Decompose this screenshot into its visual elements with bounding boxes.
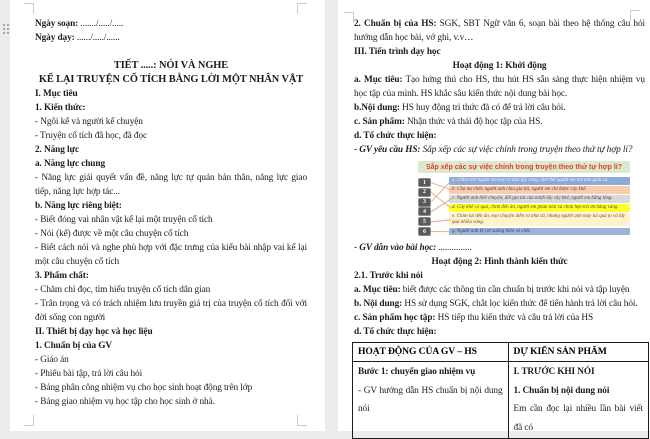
doc-text-line: - GV yêu cầu HS: Sắp xếp các sự việc chính trong truyện theo thứ tự hợp lí? xyxy=(354,143,645,157)
doc-text-line: c. Sản phẩm học tập: HS tiếp thu kiến thức và câu trả lời của HS xyxy=(354,311,645,325)
doc-text-line xyxy=(35,45,307,59)
doc-text-line: I. TRƯỚC KHI NÓI xyxy=(514,363,643,382)
story-event-strip: b. Cha mẹ chết, người anh chia gia tài, người em chỉ được cây khế. xyxy=(449,186,630,194)
doc-text-line: d. Tổ chức thực hiện: xyxy=(354,129,645,143)
story-event-strip: a. Chim chở người em bay ra đảo lấy vàng, nhờ thế người em trở nên giàu có. xyxy=(449,177,630,185)
doc-text-line: 3. Phẩm chất: xyxy=(35,269,307,283)
doc-text-line: - Ngôi kể và người kể chuyện xyxy=(35,115,307,129)
table-header-gv-hs: HOẠT ĐỘNG CỦA GV – HS xyxy=(353,343,509,362)
doc-text-line: - Trân trọng và có trách nhiệm lưu truyền giá trị của truyện cổ tích đối với đời sống con người xyxy=(35,297,307,325)
exercise-question-banner: Sắp xếp các sự việc chính trong truyện theo thứ tự hợp lí? xyxy=(418,161,630,173)
doc-text-line: a. Mục tiêu: biết được các thông tin cần chuẩn bị trước khi nói và tập luyện xyxy=(354,283,645,297)
doc-text-line: - Bảng giao nhiệm vụ học tập cho học sinh ở nhà. xyxy=(35,395,307,409)
sequence-number-box: 5 xyxy=(418,217,431,226)
right-page-top-block xyxy=(354,17,645,157)
margin-crop-mark xyxy=(24,3,34,14)
sequence-number-box: 3 xyxy=(418,198,431,207)
doc-text-line: 1. Kiến thức: xyxy=(35,101,307,115)
margin-crop-mark xyxy=(297,3,307,14)
doc-text-line: I. Mục tiêu xyxy=(35,87,307,101)
margin-crop-mark xyxy=(24,415,34,426)
lesson-activity-table xyxy=(352,342,649,439)
doc-text-line: 2. Chuẩn bị của HS: SGK, SBT Ngữ văn 6, soạn bài theo hệ thống câu hỏi hướng dẫn học bài, vở ghi, v.v… xyxy=(354,17,645,45)
matching-exercise-body xyxy=(418,177,630,237)
doc-text-line: 2.1. Trước khi nói xyxy=(354,269,645,283)
margin-crop-mark xyxy=(344,12,354,23)
sort-exercise-image xyxy=(418,161,630,237)
doc-text-line: 1. Chuẩn bị của GV xyxy=(35,339,307,353)
doc-text-line: III. Tiến trình dạy học xyxy=(354,45,645,59)
table-cell-activity xyxy=(353,362,509,439)
doc-text-line: Hoạt động 2: Hình thành kiến thức xyxy=(354,255,645,269)
doc-text-line: - Chăm chỉ đọc, tìm hiểu truyện cổ tích dân gian xyxy=(35,283,307,297)
connector-gap xyxy=(432,177,449,237)
doc-text-line: - GV hướng dẫn HS chuẩn bị nội dung nói xyxy=(358,382,503,419)
sequence-number-box: 6 xyxy=(418,227,431,236)
doc-text-line: Ngày dạy: ....../...../...... xyxy=(35,31,307,45)
doc-text-line: b. Năng lực riêng biệt: xyxy=(35,199,307,213)
doc-text-line: KỂ LẠI TRUYỆN CỔ TÍCH BẰNG LỜI MỘT NHÂN VẬT xyxy=(35,73,307,87)
doc-text-line: II. Thiết bị dạy học và học liệu xyxy=(35,325,307,339)
event-strip-column xyxy=(449,177,630,237)
table-header-row xyxy=(353,343,649,362)
story-event-strip: g. Người anh bị rơi xuống biển và chết. xyxy=(449,228,630,236)
doc-text-line: b. Nội dung: HS sử dụng SGK, chắt lọc kiến thức để tiến hành trả lời câu hỏi. xyxy=(354,297,645,311)
story-event-strip: d. Cây khế có quả, chim đến ăn, người em phàn nàn và chim hẹn trả ơn bằng vàng. xyxy=(449,204,630,212)
page-right xyxy=(338,0,650,431)
margin-crop-mark xyxy=(297,415,307,426)
doc-text-line: TIẾT .....: NÓI VÀ NGHE xyxy=(35,59,307,73)
doc-text-line: - Truyện cổ tích đã học, đã đọc xyxy=(35,129,307,143)
sequence-number-box: 1 xyxy=(418,178,431,187)
page-left xyxy=(10,0,325,431)
sequence-number-box: 4 xyxy=(418,207,431,216)
right-page-text xyxy=(354,17,645,439)
doc-text-line: c. Sản phẩm: Nhận thức và thái độ học tập của HS. xyxy=(354,115,645,129)
story-event-strip: c. Người anh biết chuyện, đổi gia tài của mình lấy cây khế, người em bằng lòng. xyxy=(449,195,630,203)
left-page-text xyxy=(35,17,307,409)
doc-text-line: a. Mục tiêu: Tạo hứng thú cho HS, thu hút HS sẵn sàng thực hiện nhiệm vụ học tập của mình. HS khắc sâu kiến thức nội dung bài học. xyxy=(354,73,645,101)
doc-text-line: - Biết đóng vai nhân vật kể lại một truyện cổ tích xyxy=(35,213,307,227)
number-column xyxy=(418,177,432,237)
doc-text-line: a. Năng lực chung xyxy=(35,157,307,171)
right-page-mid-block xyxy=(354,241,645,339)
doc-text-line: - Biết cách nói và nghe phù hợp với đặc trưng của kiểu bài nhập vai kể lại một câu chuyện cổ tích xyxy=(35,241,307,269)
doc-text-line: Ngày soạn: ......./...../..... xyxy=(35,17,307,31)
doc-text-line: - Phiếu bài tập, trả lời câu hỏi xyxy=(35,367,307,381)
doc-text-line: - Nói (kể) được về một câu chuyện cổ tích xyxy=(35,227,307,241)
doc-text-line: - GV dẫn vào bài học: ............... xyxy=(354,241,645,255)
doc-text-line: 1. Chuẩn bị nội dung nói xyxy=(514,382,643,401)
doc-text-line: Bước 1: chuyển giao nhiệm vụ xyxy=(358,363,503,382)
story-event-strip: e. Chim lại đến ăn, mọi chuyện diễn ra như cũ, nhưng người anh may túi quá to và lấy quá nhiều vàng. xyxy=(449,213,630,226)
sequence-number-box: 2 xyxy=(418,188,431,197)
doc-text-line: Em cần đọc lại nhiều lần bài viết đã có xyxy=(514,400,643,437)
doc-text-line: d. Tổ chức thực hiện: xyxy=(354,325,645,339)
doc-text-line: b.Nội dung: HS huy động tri thức đã có để trả lời câu hỏi. xyxy=(354,101,645,115)
doc-text-line: - Bảng phân công nhiệm vụ cho học sinh hoạt động trên lớp xyxy=(35,381,307,395)
doc-text-line: Hoạt động 1: Khởi động xyxy=(354,59,645,73)
table-header-du-kien: DỰ KIẾN SẢN PHẨM xyxy=(508,343,648,362)
doc-text-line: - Giáo án xyxy=(35,353,307,367)
page-gap xyxy=(325,0,338,431)
table-row xyxy=(353,362,649,439)
doc-text-line: - Năng lực giải quyết vấn đề, năng lực tự quản bản thân, năng lực giao tiếp, năng lực hợp tác... xyxy=(35,171,307,199)
doc-text-line: 2. Năng lực xyxy=(35,143,307,157)
table-cell-product xyxy=(508,362,648,439)
